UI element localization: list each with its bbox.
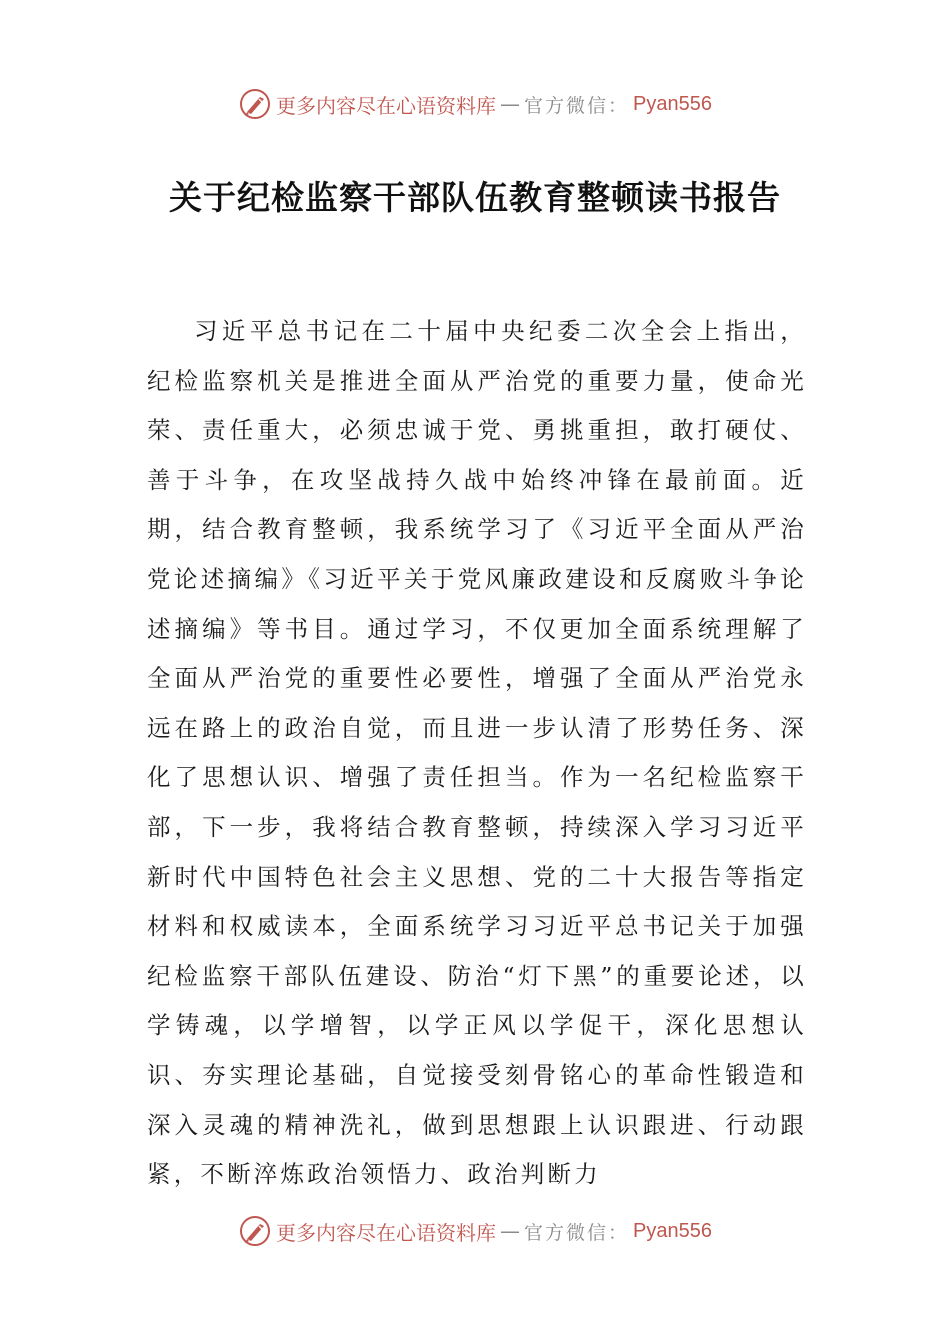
watermark-dash: —: [500, 92, 520, 116]
watermark-site-text: 更多内容尽在心语资料库: [276, 1220, 496, 1245]
document-title: 关于纪检监察干部队伍教育整顿读书报告: [169, 178, 781, 217]
body-paragraph: 习近平总书记在二十届中央纪委二次全会上指出，纪检监察机关是推进全面从严治党的重要力量，使命光荣、责任重大，必须忠诚于党、勇挑重担，敢打硬仗、善于斗争，在攻坚战持久战中始终冲锋在最前面。近期，结合教育整顿，我系统学习了《习近平全面从严治党论述摘编》《习近平关于党风廉政建设和反腐败斗争论述摘编》等书目。通过学习，不仅更加全面系统理解了全面从严治党的重要性必要性，增强了全面从严治党永远在路上的政治自觉，而且进一步认清了形势任务、深化了思想认识、增强了责任担当。作为一名纪检监察干部，下一步，我将结合教育整顿，持续深入学习习近平新时代中国特色社会主义思想、党的二十大报告等指定材料和权威读本，全面系统学习习近平总书记关于加强纪检监察干部队伍建设、防治“灯下黑”的重要论述，以学铸魂，以学增智，以学正风以学促干，深化思想认识、夯实理论基础，自觉接受刻骨铭心的革命性锻造和深入灵魂的精神洗礼，做到思想跟上认识跟进、行动跟紧，不断淬炼政治领悟力、政治判断力: [147, 317, 807, 1189]
pen-nib-logo-icon: [238, 87, 272, 121]
footer-watermark: [0, 1211, 950, 1251]
watermark-label: 官方微信：: [524, 94, 630, 117]
watermark-label: 官方微信：: [524, 1221, 630, 1244]
watermark-dash: —: [500, 1219, 520, 1243]
watermark-site-text: 更多内容尽在心语资料库: [276, 93, 496, 118]
pen-nib-logo-icon: [238, 1214, 272, 1248]
header-watermark: [0, 84, 950, 124]
watermark-wechat-id: Pyan556: [633, 1219, 712, 1242]
document-body: [147, 307, 807, 1200]
watermark-wechat-id: Pyan556: [633, 92, 712, 115]
